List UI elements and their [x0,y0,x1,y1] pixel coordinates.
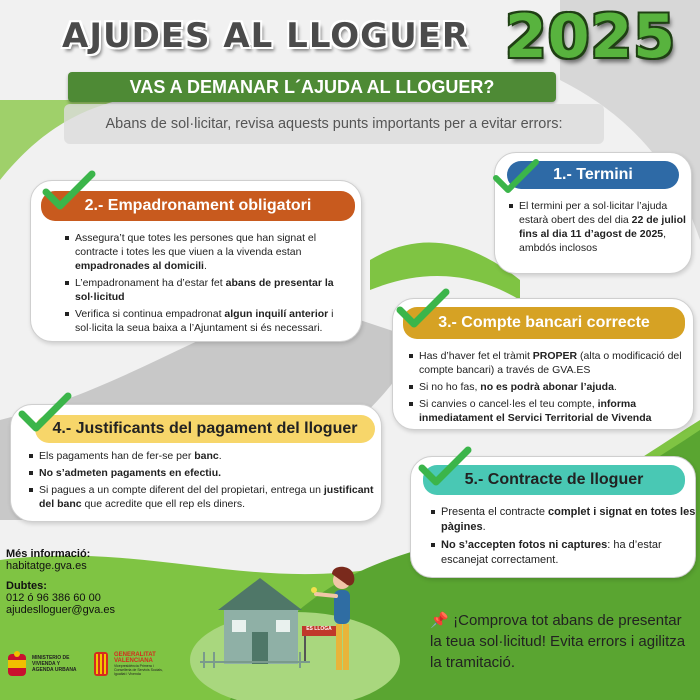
heading-justificants: 4.- Justificants del pagament del lloguer [35,415,375,443]
logo-generalitat: GENERALITAT VALENCIANA Vicepresidència Primera i Conselleria de Servicis Socials, Igualtat i Vivenda [92,646,172,682]
generalitat-shield-icon [92,650,110,678]
list-contracte [425,505,699,571]
list-termini [503,199,697,258]
logo-ministry: MINISTERIO DE VIVIENDA Y AGENDA URBANA [6,646,86,682]
list-empadronament [59,231,357,338]
more-info-label: Més informació: [6,548,91,560]
list-item: No s’accepten fotos ni captures: ha d’estar escanejat correctament. [441,538,699,568]
heading-compte-bancari: 3.- Compte bancari correcte [403,307,685,339]
heading-contracte: 5.- Contracte de lloguer [423,465,685,495]
phone-numbers: 012 ó 96 386 60 00 [6,592,101,604]
list-item: L’empadronament ha d’estar fet abans de presentar la sol·licitud [75,276,357,304]
for-rent-sign: ES LLOGA [306,626,332,632]
list-item: Si canvies o cancel·les el teu compte, informa inmediatament el Servici Territorial de Vivenda [419,397,691,425]
intro-text: Abans de sol·licitar, revisa aquests punts importants per a evitar errors: [64,104,604,144]
list-item: No s’admeten pagaments en efectiu. [39,466,385,480]
heading-empadronament: 2.- Empadronament obligatori [41,191,355,221]
checkmark-icon [396,288,452,332]
spain-shield-icon [6,650,28,678]
house-illustration [190,550,420,700]
list-item: Si pagues a un compte diferent del del propietari, entrega un justificant del banc que acredite que ell rep els diners. [39,483,385,511]
list-item: Presenta el contracte complet i signat en totes les pàgines. [441,505,699,535]
pushpin-icon: 📌 [430,612,449,629]
list-item: Assegura’t que totes les persones que han signat el contracte i totes les que viuen a la vivenda estan empadronades al domicili. [75,231,357,273]
checkmark-icon [418,446,474,490]
list-compte-bancari [403,349,691,428]
page-title: AJUDES AL LLOGUER [62,16,470,56]
contact-info [6,548,146,616]
list-justificants [23,449,385,514]
doubts-label: Dubtes: [6,580,47,592]
list-item: Els pagaments han de fer-se per banc. [39,449,385,463]
final-message: 📌 ¡Comprova tot abans de presentar la teua sol·licitud! Evita errors i agilitza la tramitació. [430,612,686,671]
email-link[interactable]: ajudeslloguer@gva.es [6,604,116,616]
list-item: El termini per a sol·licitar l’ajuda estarà obert des del dia 22 de juliol fins al dia 11 d’agost de 2025, ambdós inclosos [519,199,697,255]
more-info-link[interactable]: habitatge.gva.es [6,560,87,572]
heading-termini: 1.- Termini [507,161,679,189]
checkmark-icon [18,392,74,436]
list-item: Has d’haver fet el tràmit PROPER (alta o modificació del compte bancari) a través de GVA.ES [419,349,691,377]
checkmark-icon [42,170,98,214]
year-title: 2025 [505,2,676,72]
list-item: Verifica si continua empadronat algun inquilí anterior i sol·licita la seua baixa a l’Ajuntament si és necessari. [75,307,357,335]
subtitle-banner: VAS A DEMANAR L´AJUDA AL LLOGUER? [68,72,556,102]
list-item: Si no ho fas, no es podrà abonar l’ajuda. [419,380,691,394]
checkmark-icon [492,158,540,196]
